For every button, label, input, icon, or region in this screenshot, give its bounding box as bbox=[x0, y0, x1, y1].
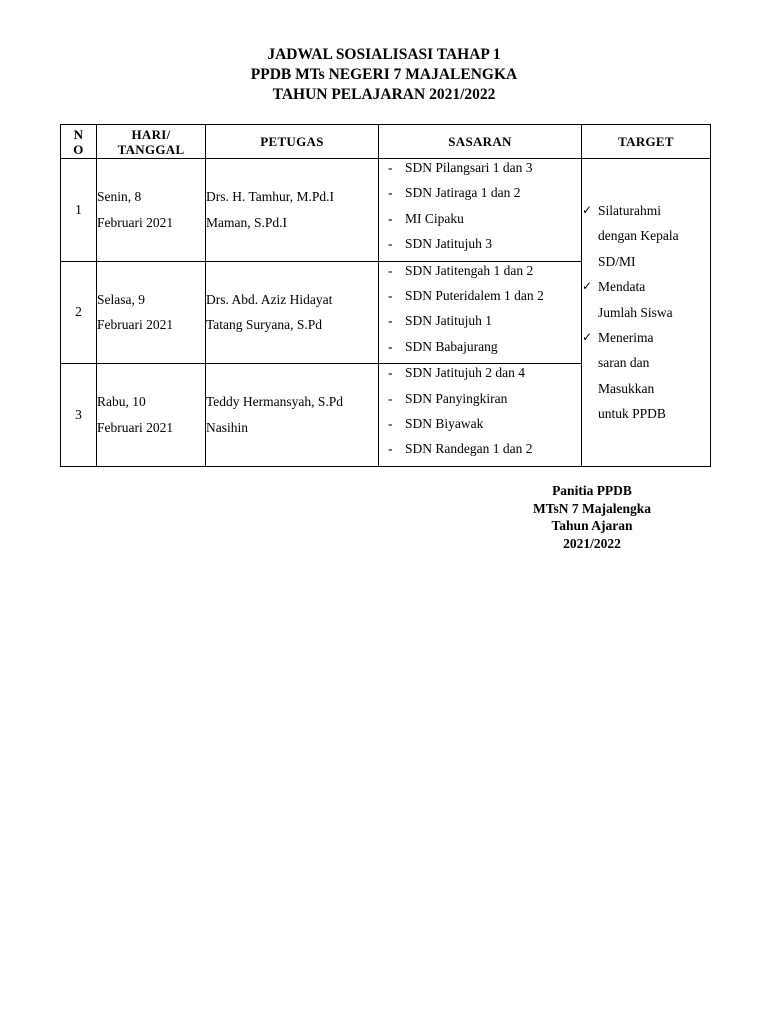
goal-item bbox=[582, 198, 710, 274]
row-number: 1 bbox=[61, 159, 97, 262]
list-item bbox=[388, 338, 581, 363]
row-officers bbox=[206, 261, 379, 364]
list-item bbox=[388, 184, 581, 209]
row-targets bbox=[379, 159, 582, 262]
header-officer: PETUGAS bbox=[206, 125, 379, 159]
target-school: SDN Panyingkiran bbox=[405, 390, 508, 406]
table-row bbox=[61, 159, 711, 262]
signature-line-2: MTsN 7 Majalengka bbox=[532, 500, 651, 516]
target-school: SDN Randegan 1 dan 2 bbox=[405, 441, 533, 457]
checkmark-icon: ✓ bbox=[582, 279, 593, 294]
dash-marker: - bbox=[388, 365, 393, 381]
goal-item bbox=[582, 274, 710, 325]
dash-marker: - bbox=[388, 441, 393, 457]
signature-line-4: 2021/2022 bbox=[563, 535, 621, 551]
target-list bbox=[379, 364, 581, 466]
row-targets bbox=[379, 364, 582, 467]
dash-marker: - bbox=[388, 236, 393, 252]
row-date bbox=[97, 159, 206, 262]
officer-name: Tatang Suryana, S.Pd bbox=[206, 317, 323, 333]
row-targets bbox=[379, 261, 582, 364]
checkmark-icon: ✓ bbox=[582, 203, 593, 218]
dash-marker: - bbox=[388, 338, 393, 354]
signature-line-1: Panitia PPDB bbox=[552, 483, 632, 498]
goal-line: saran dan bbox=[598, 355, 650, 371]
target-list bbox=[379, 159, 581, 261]
officer-name: Teddy Hermansyah, S.Pd bbox=[206, 394, 344, 410]
goal-list bbox=[582, 198, 710, 427]
header-day-line-2: TANGGAL bbox=[117, 141, 185, 157]
goals-cell bbox=[582, 159, 711, 467]
header-no bbox=[61, 125, 97, 159]
signature-line-3: Tahun Ajaran bbox=[551, 518, 633, 533]
header-no-line-1: N bbox=[73, 126, 84, 142]
officer-name: Nasihin bbox=[206, 419, 248, 435]
target-list bbox=[379, 262, 581, 364]
dash-marker: - bbox=[388, 287, 393, 303]
title-line-3: TAHUN PELAJARAN 2021/2022 bbox=[272, 86, 496, 103]
list-item bbox=[388, 235, 581, 260]
header-day bbox=[97, 125, 206, 159]
row-date bbox=[97, 261, 206, 364]
officer-name: Drs. Abd. Aziz Hidayat bbox=[206, 291, 333, 307]
title-line-2: PPDB MTs NEGERI 7 MAJALENGKA bbox=[250, 66, 518, 83]
target-school: SDN Jatitengah 1 dan 2 bbox=[405, 262, 534, 278]
target-school: MI Cipaku bbox=[405, 210, 464, 226]
dash-marker: - bbox=[388, 160, 393, 175]
row-date-line-2: Februari 2021 bbox=[97, 317, 174, 333]
goal-line: dengan Kepala bbox=[598, 228, 679, 244]
goal-line: untuk PPDB bbox=[598, 406, 666, 422]
goal-line: Jumlah Siswa bbox=[598, 304, 673, 320]
row-number: 3 bbox=[61, 364, 97, 467]
signature-block bbox=[492, 482, 692, 552]
row-date bbox=[97, 364, 206, 467]
list-item bbox=[388, 159, 581, 184]
document-title bbox=[0, 45, 768, 105]
dash-marker: - bbox=[388, 313, 393, 329]
target-school: SDN Jatitujuh 3 bbox=[405, 236, 493, 252]
goal-line: Menerima bbox=[598, 330, 654, 346]
list-item bbox=[388, 440, 581, 465]
title-line-1: JADWAL SOSIALISASI TAHAP 1 bbox=[267, 46, 501, 63]
list-item bbox=[388, 287, 581, 312]
dash-marker: - bbox=[388, 415, 393, 431]
dash-marker: - bbox=[388, 185, 393, 201]
list-item bbox=[388, 210, 581, 235]
list-item bbox=[388, 415, 581, 440]
dash-marker: - bbox=[388, 390, 393, 406]
dash-marker: - bbox=[388, 210, 393, 226]
goal-line: SD/MI bbox=[598, 253, 636, 269]
target-school: SDN Jatiraga 1 dan 2 bbox=[405, 185, 521, 201]
goal-line: Silaturahmi bbox=[598, 203, 661, 219]
checkmark-icon: ✓ bbox=[582, 330, 593, 345]
row-number: 2 bbox=[61, 261, 97, 364]
target-school: SDN Puteridalem 1 dan 2 bbox=[405, 287, 544, 303]
row-date-line-1: Rabu, 10 bbox=[97, 394, 146, 410]
officer-name: Maman, S.Pd.I bbox=[206, 214, 287, 230]
row-date-line-1: Senin, 8 bbox=[97, 189, 142, 205]
row-officers bbox=[206, 364, 379, 467]
row-date-line-2: Februari 2021 bbox=[97, 214, 174, 230]
row-date-line-1: Selasa, 9 bbox=[97, 291, 145, 307]
header-no-line-2: O bbox=[73, 141, 84, 157]
header-goal: TARGET bbox=[582, 125, 711, 159]
goal-line: Masukkan bbox=[598, 380, 655, 396]
target-school: SDN Babajurang bbox=[405, 338, 498, 354]
table-header-row bbox=[61, 125, 711, 159]
goal-item bbox=[582, 325, 710, 427]
list-item bbox=[388, 262, 581, 287]
target-school: SDN Pilangsari 1 dan 3 bbox=[405, 160, 533, 175]
dash-marker: - bbox=[388, 262, 393, 278]
list-item bbox=[388, 390, 581, 415]
target-school: SDN Jatitujuh 1 bbox=[405, 313, 493, 329]
list-item bbox=[388, 312, 581, 337]
header-targets: SASARAN bbox=[379, 125, 582, 159]
schedule-table bbox=[60, 124, 711, 467]
target-school: SDN Biyawak bbox=[405, 415, 484, 431]
row-officers bbox=[206, 159, 379, 262]
list-item bbox=[388, 364, 581, 389]
officer-name: Drs. H. Tamhur, M.Pd.I bbox=[206, 189, 335, 205]
goal-line: Mendata bbox=[598, 279, 646, 295]
target-school: SDN Jatitujuh 2 dan 4 bbox=[405, 365, 525, 381]
header-day-line-1: HARI/ bbox=[131, 126, 171, 142]
row-date-line-2: Februari 2021 bbox=[97, 419, 174, 435]
